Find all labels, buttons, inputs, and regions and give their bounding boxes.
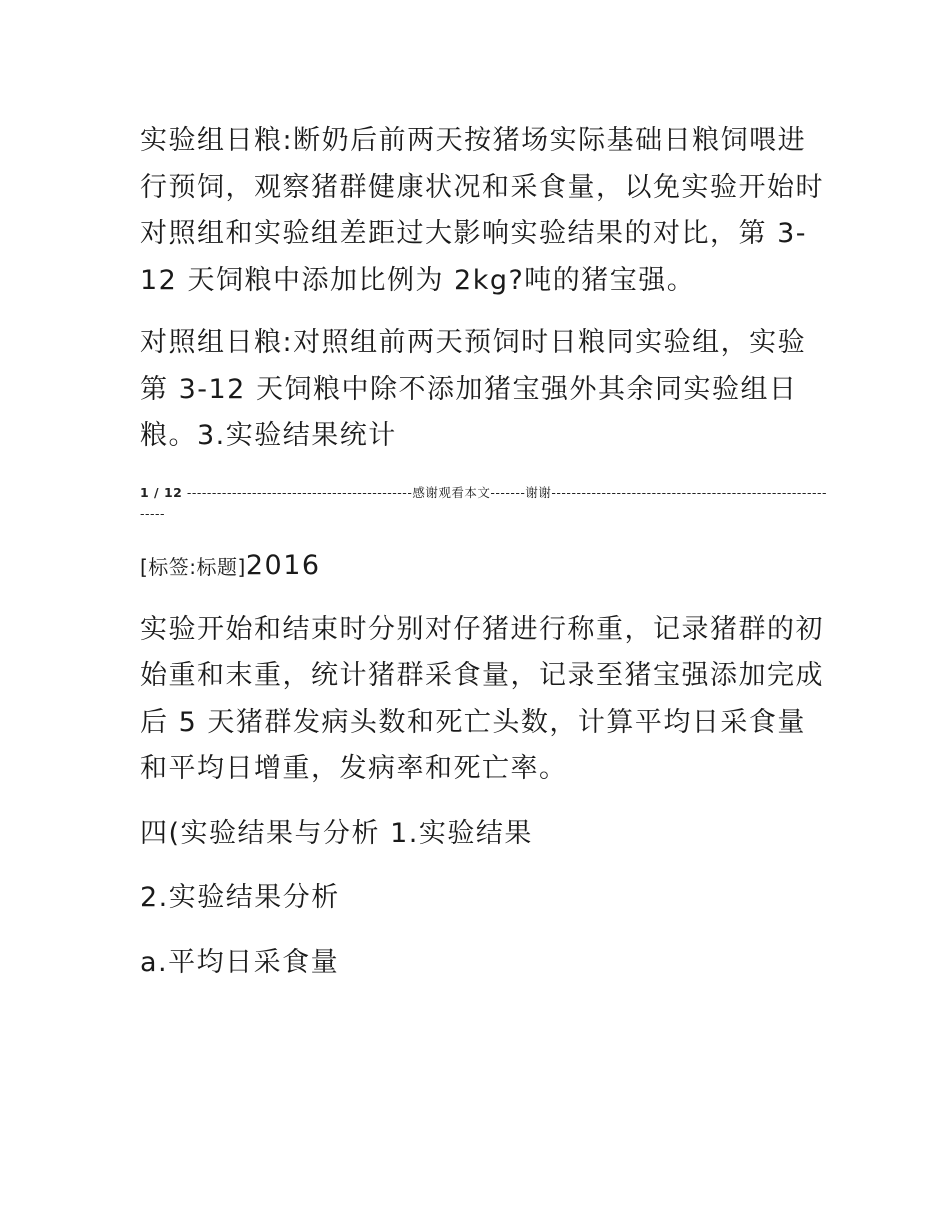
document-page <box>140 118 830 986</box>
subheading-analysis: 2.实验结果分析 <box>140 882 340 913</box>
section-heading-results: 四(实验结果与分析 1.实验结果 <box>140 817 533 849</box>
paragraph-control-diet: 对照组日粮:对照组前两天预饲时日粮同实验组，实验第 3-12 天饲粮中除不添加猪宝强外其余同实验组日粮。3.实验结果统计 <box>140 327 807 451</box>
tag-year: 2016 <box>245 549 321 581</box>
paragraph-statistics: 实验开始和结束时分别对仔猪进行称重，记录猪群的初始重和末重，统计猪群采食量，记录至猪宝强添加完成后 5 天猪群发病头数和死亡头数，计算平均日采食量和平均日增重，发病率和死亡率。 <box>140 613 824 784</box>
page-footer <box>140 482 830 524</box>
page-number: 1 / 12 <box>140 484 183 500</box>
tag-label: [标签:标题] <box>140 554 246 579</box>
tag-line <box>140 546 830 587</box>
paragraph-experimental-diet: 实验组日粮:断奶后前两天按猪场实际基础日粮饲喂进行预饲，观察猪群健康状况和采食量，以免实验开始时对照组和实验组差距过大影响实验结果的对比，第 3-12 天饲粮中添加比例为 2kg?吨的猪宝强。 <box>140 125 824 296</box>
subheading-feed-intake: a.平均日采食量 <box>140 946 340 978</box>
footer-text: ---------------------------------------------感谢观看本文-------谢谢------------------------------------------------------------ <box>140 484 827 521</box>
